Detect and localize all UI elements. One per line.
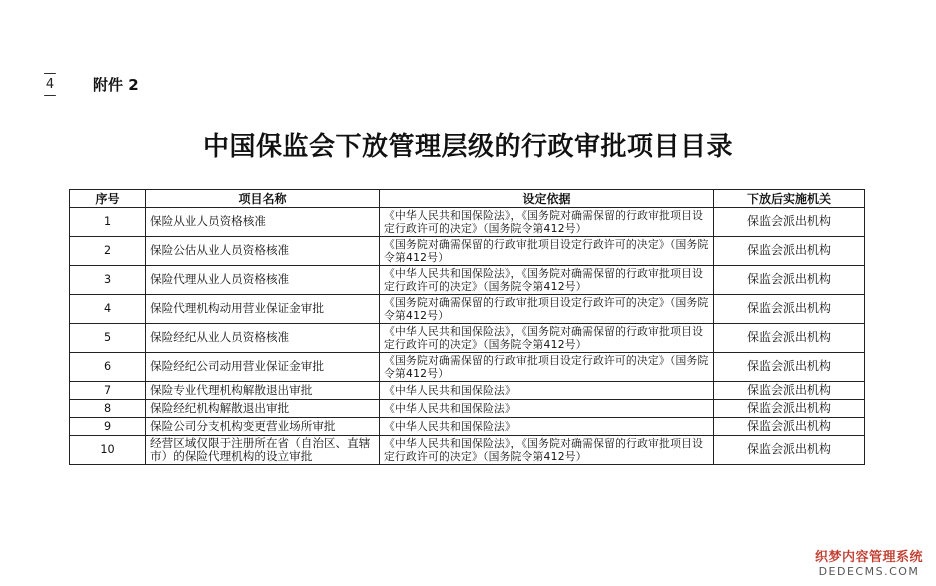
approval-items-table (69, 189, 865, 465)
row-no: 5 (70, 324, 146, 353)
row-no: 9 (70, 418, 146, 436)
row-authority: 保监会派出机构 (714, 295, 865, 324)
row-item-name: 保险经纪从业人员资格核准 (146, 324, 380, 353)
row-authority: 保监会派出机构 (714, 324, 865, 353)
row-item-name: 保险公估从业人员资格核准 (146, 237, 380, 266)
row-item-name: 保险代理从业人员资格核准 (146, 266, 380, 295)
row-item-name: 保险从业人员资格核准 (146, 208, 380, 237)
page-number: — 4 — (43, 66, 57, 103)
row-item-name: 保险经纪机构解散退出审批 (146, 400, 380, 418)
table-row (70, 295, 865, 324)
table-row (70, 418, 865, 436)
table-row (70, 324, 865, 353)
annex-label: 附件 2 (93, 76, 139, 94)
row-legal-basis: 《中华人民共和国保险法》 (380, 418, 714, 436)
row-legal-basis: 《中华人民共和国保险法》，《国务院对确需保留的行政审批项目设定行政许可的决定》（国务院令第412号） (380, 208, 714, 237)
table-row (70, 400, 865, 418)
row-legal-basis: 《中华人民共和国保险法》 (380, 400, 714, 418)
row-item-name: 保险专业代理机构解散退出审批 (146, 382, 380, 400)
row-item-name: 保险经纪公司动用营业保证金审批 (146, 353, 380, 382)
header-implementing-authority: 下放后实施机关 (714, 190, 865, 208)
row-authority: 保监会派出机构 (714, 266, 865, 295)
site-watermark (810, 546, 928, 578)
row-authority: 保监会派出机构 (714, 208, 865, 237)
row-no: 8 (70, 400, 146, 418)
table-row (70, 353, 865, 382)
row-authority: 保监会派出机构 (714, 418, 865, 436)
row-no: 3 (70, 266, 146, 295)
watermark-main-text: 织梦内容管理系统 (814, 550, 923, 565)
table-header-row (70, 190, 865, 208)
row-authority: 保监会派出机构 (714, 382, 865, 400)
table-row (70, 237, 865, 266)
row-authority: 保监会派出机构 (714, 400, 865, 418)
row-legal-basis: 《中华人民共和国保险法》，《国务院对确需保留的行政审批项目设定行政许可的决定》（国务院令第412号） (380, 436, 714, 465)
watermark-sub-text: DEDECMS.COM (818, 565, 920, 578)
row-item-name: 保险代理机构动用营业保证金审批 (146, 295, 380, 324)
table-row (70, 208, 865, 237)
row-legal-basis: 《国务院对确需保留的行政审批项目设定行政许可的决定》（国务院令第412号） (380, 237, 714, 266)
table-row (70, 266, 865, 295)
row-no: 10 (70, 436, 146, 465)
row-legal-basis: 《国务院对确需保留的行政审批项目设定行政许可的决定》（国务院令第412号） (380, 353, 714, 382)
row-item-name: 保险公司分支机构变更营业场所审批 (146, 418, 380, 436)
row-item-name: 经营区域仅限于注册所在省（自治区、直辖市）的保险代理机构的设立审批 (146, 436, 380, 465)
row-authority: 保监会派出机构 (714, 436, 865, 465)
table-row (70, 382, 865, 400)
header-legal-basis: 设定依据 (380, 190, 714, 208)
header-no: 序号 (70, 190, 146, 208)
row-authority: 保监会派出机构 (714, 353, 865, 382)
row-legal-basis: 《中华人民共和国保险法》 (380, 382, 714, 400)
row-no: 1 (70, 208, 146, 237)
row-no: 7 (70, 382, 146, 400)
row-legal-basis: 《中华人民共和国保险法》，《国务院对确需保留的行政审批项目设定行政许可的决定》（国务院令第412号） (380, 266, 714, 295)
row-authority: 保监会派出机构 (714, 237, 865, 266)
row-no: 4 (70, 295, 146, 324)
table-row (70, 436, 865, 465)
row-no: 2 (70, 237, 146, 266)
document-title: 中国保监会下放管理层级的行政审批项目目录 (202, 132, 733, 162)
row-legal-basis: 《国务院对确需保留的行政审批项目设定行政许可的决定》（国务院令第412号） (380, 295, 714, 324)
header-item-name: 项目名称 (146, 190, 380, 208)
row-no: 6 (70, 353, 146, 382)
row-legal-basis: 《中华人民共和国保险法》，《国务院对确需保留的行政审批项目设定行政许可的决定》（国务院令第412号） (380, 324, 714, 353)
